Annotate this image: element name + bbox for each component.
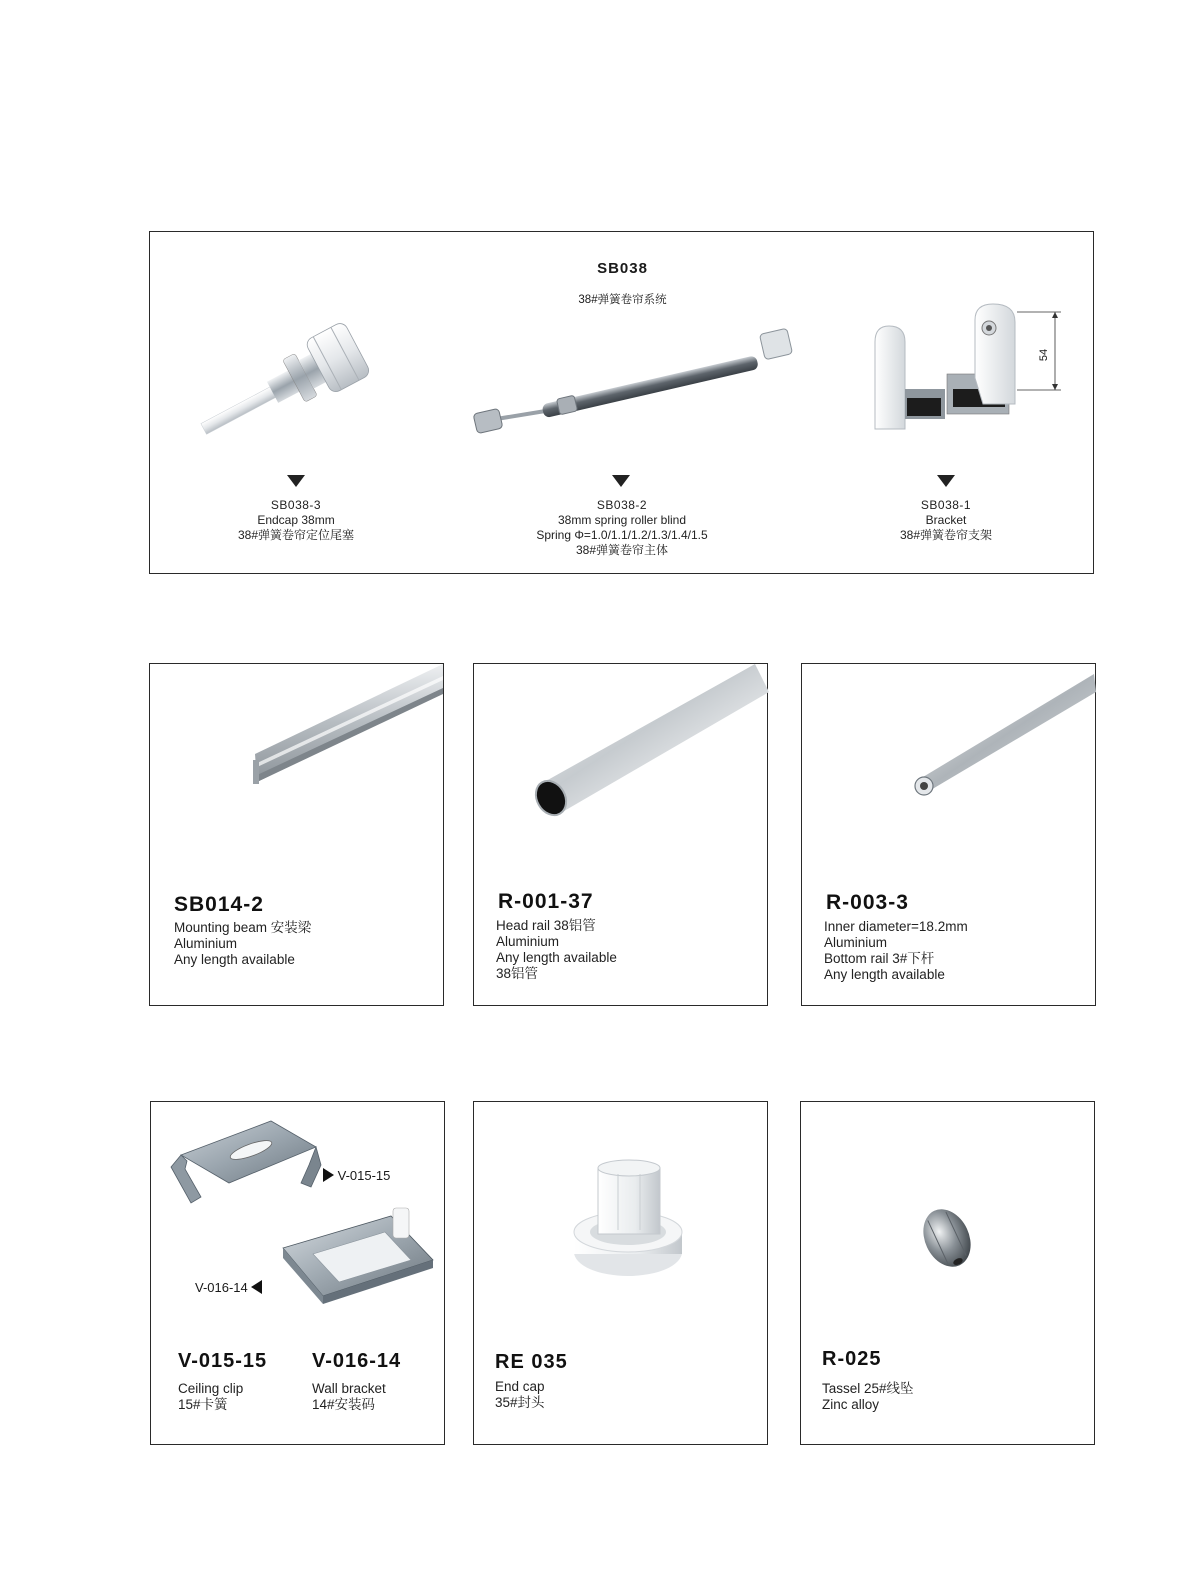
product-code: R-025 bbox=[822, 1348, 882, 1370]
part-caption-endcap bbox=[196, 498, 396, 543]
detail-line: 14#安装码 bbox=[312, 1397, 376, 1412]
detail-line: 35#封头 bbox=[495, 1395, 545, 1410]
system-panel bbox=[149, 231, 1094, 574]
product-details-right bbox=[312, 1381, 386, 1413]
wall-bracket-image bbox=[273, 1202, 443, 1312]
part-line: Bracket bbox=[925, 513, 967, 527]
product-code-right: V-016-14 bbox=[312, 1350, 402, 1372]
bracket-image bbox=[865, 294, 1085, 434]
detail-line: Tassel 25#线坠 bbox=[822, 1381, 914, 1396]
part-line: 38#弹簧卷帘定位尾塞 bbox=[237, 528, 355, 542]
product-card-r-001-37 bbox=[473, 663, 768, 1006]
endcap-image bbox=[182, 312, 402, 452]
detail-line: 15#卡簧 bbox=[178, 1397, 228, 1412]
detail-line: Bottom rail 3#下杆 bbox=[824, 951, 935, 966]
detail-line: Aluminium bbox=[174, 936, 238, 951]
bracket-pointer-icon bbox=[937, 475, 955, 487]
part-code: SB038-1 bbox=[920, 498, 972, 512]
product-card-r-003-3 bbox=[801, 663, 1096, 1006]
tassel-image bbox=[907, 1198, 987, 1278]
endcap-pointer-icon bbox=[287, 475, 305, 487]
wall-bracket-pointer bbox=[195, 1280, 262, 1295]
roller-pointer-icon bbox=[612, 475, 630, 487]
spring-roller-image bbox=[470, 317, 810, 447]
product-code: R-001-37 bbox=[498, 890, 594, 913]
product-code: SB014-2 bbox=[174, 893, 264, 916]
system-subtitle: 38#弹簧卷帘系统 bbox=[578, 294, 667, 306]
product-details bbox=[822, 1381, 914, 1413]
detail-line: Aluminium bbox=[824, 935, 888, 950]
part-line: 38#弹簧卷帘支架 bbox=[899, 528, 993, 542]
detail-line: End cap bbox=[495, 1379, 545, 1394]
detail-line: Mounting beam 安装梁 bbox=[174, 920, 312, 935]
detail-line: Inner diameter=18.2mm bbox=[824, 919, 968, 934]
part-line: Endcap 38mm bbox=[257, 513, 335, 527]
part-code: SB038-3 bbox=[270, 498, 322, 512]
product-card-sb014-2 bbox=[149, 663, 444, 1006]
system-title: SB038 bbox=[597, 260, 648, 277]
product-details bbox=[824, 919, 968, 983]
product-card-r-025 bbox=[800, 1101, 1095, 1445]
part-line: Spring Φ=1.0/1.1/1.2/1.3/1.4/1.5 bbox=[536, 528, 708, 542]
detail-line: Any length available bbox=[496, 950, 617, 965]
detail-line: Zinc alloy bbox=[822, 1397, 880, 1412]
product-details bbox=[496, 918, 617, 982]
ceiling-clip-label: V-015-15 bbox=[337, 1168, 391, 1183]
product-code: RE 035 bbox=[495, 1351, 568, 1373]
mounting-beam-image bbox=[245, 664, 445, 784]
part-code: SB038-2 bbox=[596, 498, 648, 512]
detail-line: Head rail 38铝管 bbox=[496, 918, 596, 933]
wall-bracket-label: V-016-14 bbox=[195, 1280, 248, 1295]
bottom-rail-image bbox=[914, 668, 1114, 798]
product-details-left bbox=[178, 1381, 243, 1413]
detail-line: Any length available bbox=[824, 967, 945, 982]
part-caption-roller bbox=[472, 498, 772, 558]
detail-line: Any length available bbox=[174, 952, 295, 967]
detail-line: 38铝管 bbox=[496, 966, 539, 981]
part-line: 38#弹簧卷帘主体 bbox=[575, 543, 669, 557]
bracket-dimension: 54 bbox=[1038, 348, 1051, 362]
head-rail-image bbox=[529, 664, 769, 824]
part-line: 38mm spring roller blind bbox=[557, 513, 687, 527]
detail-line: Wall bracket bbox=[312, 1381, 386, 1396]
product-details bbox=[174, 920, 311, 968]
play-triangle-icon bbox=[323, 1168, 334, 1182]
ceiling-clip-image bbox=[161, 1117, 331, 1207]
product-card-re-035 bbox=[473, 1101, 768, 1445]
ceiling-clip-pointer bbox=[323, 1168, 390, 1183]
detail-line: Ceiling clip bbox=[178, 1381, 244, 1396]
end-cap-image bbox=[566, 1154, 706, 1284]
detail-line: Aluminium bbox=[496, 934, 560, 949]
product-card-clips bbox=[150, 1101, 445, 1445]
product-code-left: V-015-15 bbox=[178, 1350, 268, 1372]
product-code: R-003-3 bbox=[826, 891, 909, 914]
play-triangle-left-icon bbox=[251, 1280, 262, 1294]
product-details bbox=[495, 1379, 545, 1411]
part-caption-bracket bbox=[846, 498, 1046, 543]
